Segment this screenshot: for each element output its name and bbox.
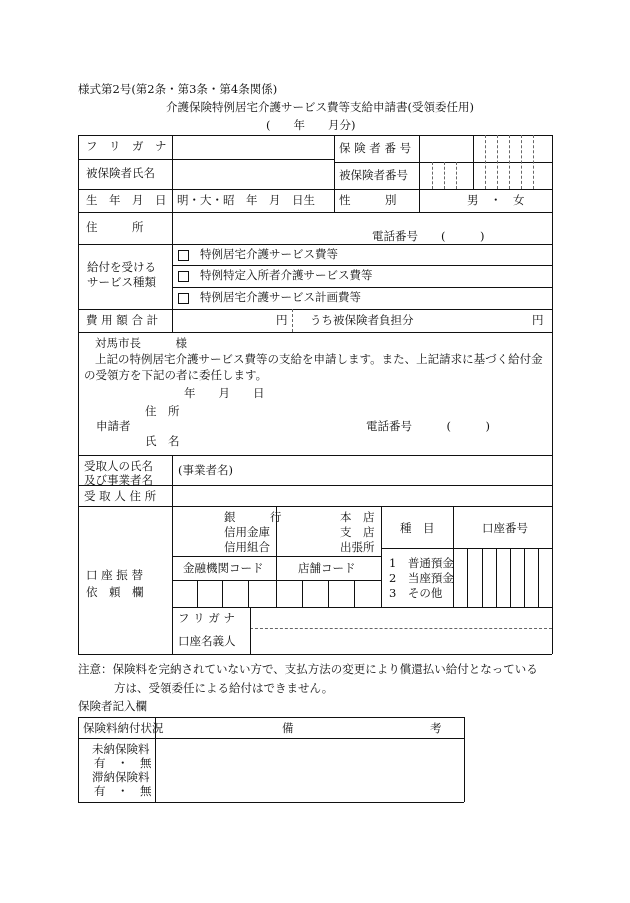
applicant-address-label: 住 所 [145, 404, 180, 418]
application-date: 年 月 日 [184, 386, 265, 400]
digit-line [497, 135, 498, 189]
digit-line [444, 162, 445, 189]
service-checkbox[interactable] [178, 271, 189, 282]
form-number: 様式第2号(第2条・第3条・第4条関係) [78, 82, 278, 96]
digit-line [432, 162, 433, 189]
bank-dashed-line [250, 628, 552, 629]
bank-line [222, 580, 223, 607]
border-right [552, 455, 553, 654]
address-label: 住 所 [86, 220, 144, 234]
recipient-name-label: 及び事業者名 [84, 473, 153, 487]
account-type-option: 1 普通預金 [389, 556, 454, 570]
border-left [78, 455, 79, 654]
service-option: 特例特定入所者介護サービス費等 [200, 268, 373, 282]
decl-left-border [78, 332, 79, 455]
birth-date-value: 明・大・昭 年 月 日生 [177, 193, 315, 207]
burden-label: うち被保険者負担分 [310, 313, 414, 327]
notice-text: 注意：保険料を完納されていない方で、支払方法の変更により償還払い給付となっている [78, 662, 538, 676]
cost-divider [292, 309, 293, 332]
account-holder-label: 口座名義人 [178, 634, 236, 648]
branch-code-label: 店舗コード [298, 561, 356, 575]
border-right [464, 717, 465, 802]
service-type-label: サービス種類 [87, 275, 156, 289]
furigana-label: フ リ ガ ナ [86, 139, 167, 153]
col-line [334, 135, 335, 212]
service-checkbox[interactable] [178, 293, 189, 304]
decl-right-border [552, 332, 553, 455]
service-option: 特例居宅介護サービス費等 [200, 247, 338, 261]
holder-furigana-label: フ リ ガ ナ [178, 611, 235, 625]
recipient-address-label: 受 取 人 住 所 [84, 489, 157, 503]
insurer-section-title: 保険者記入欄 [78, 699, 147, 713]
table-right-border [552, 135, 553, 333]
burden-yen: 円 [532, 313, 544, 327]
digit-line [485, 135, 486, 189]
bank-line [354, 580, 355, 607]
notice-text: 方は、受領委任による給付はできません。 [114, 681, 334, 695]
row-line [334, 162, 552, 163]
cost-yen: 円 [276, 313, 288, 327]
bank-line [302, 580, 303, 607]
insured-number-label: 被保険者番号 [339, 168, 408, 182]
form-title: 介護保険特例居宅介護サービス費等支給申請書(受領委任用) [166, 100, 474, 114]
late-premium-label: 滞納保険料 [92, 770, 150, 784]
bank-section-label: 依 頼 欄 [86, 585, 144, 599]
bank-line [482, 548, 483, 607]
applicant-phone-label: 電話番号 ( ) [366, 419, 490, 433]
branch-type-label: 本 店 [340, 510, 375, 524]
cost-total-label: 費 用 額 合 計 [86, 313, 159, 327]
phone-label: 電話番号 ( ) [372, 229, 485, 243]
remarks-header: 考 [430, 721, 442, 735]
bank-line [467, 548, 468, 607]
branch-type-label: 出張所 [340, 540, 375, 554]
bank-section-label: 口 座 振 替 [86, 568, 143, 582]
row-line [78, 654, 552, 655]
row-line [78, 309, 552, 310]
row-line [78, 244, 552, 245]
col-line [172, 135, 173, 332]
bank-line [496, 548, 497, 607]
row-line [78, 455, 552, 456]
bank-type-label: 信用組合 [224, 540, 270, 554]
account-type-header: 種 目 [400, 521, 435, 535]
addressee: 対馬市長 様 [95, 336, 187, 350]
bank-line [538, 548, 539, 607]
digit-line [473, 135, 474, 189]
row-line [78, 159, 334, 160]
digit-line [521, 135, 522, 189]
bank-line [328, 580, 329, 607]
table-bottom-border [78, 332, 552, 333]
business-name-label: (事業者名) [178, 463, 233, 477]
row-line [172, 287, 552, 288]
service-option: 特例居宅介護サービス計画費等 [200, 290, 361, 304]
bank-line [248, 580, 249, 607]
digit-line [533, 135, 534, 189]
account-type-option: 2 当座預金 [389, 571, 454, 585]
declaration-text: の受領方を下記の者に委任します。 [84, 368, 268, 382]
bank-code-label: 金融機関コード [183, 561, 264, 575]
sex-options[interactable]: 男 ・ 女 [467, 193, 525, 207]
digit-line [509, 135, 510, 189]
col-line [172, 455, 173, 654]
row-line [78, 738, 464, 739]
row-line [172, 265, 552, 266]
service-type-label: 給付を受ける [87, 260, 156, 274]
row-line [78, 717, 464, 718]
row-line [78, 506, 552, 507]
bank-type-label: 信用金庫 [224, 525, 270, 539]
bank-line [172, 607, 552, 608]
remarks-header: 備 [282, 721, 294, 735]
bank-line [381, 506, 382, 607]
period: ( 年 月分) [266, 118, 356, 132]
insurer-number-label: 保 険 者 番 号 [339, 141, 412, 155]
unpaid-premium-label: 未納保険料 [92, 742, 150, 756]
bank-line [510, 548, 511, 607]
unpaid-premium-value[interactable]: 有 ・ 無 [94, 756, 152, 770]
border-left [78, 717, 79, 802]
applicant-label: 申請者 [96, 419, 131, 433]
row-line [78, 802, 464, 803]
table-top-border [78, 135, 552, 136]
bank-line [197, 580, 198, 607]
row-line [78, 212, 552, 213]
late-premium-value[interactable]: 有 ・ 無 [94, 784, 152, 798]
account-type-option: 3 その他 [389, 586, 443, 600]
bank-line [524, 548, 525, 607]
applicant-name-label: 氏 名 [145, 434, 180, 448]
service-checkbox[interactable] [178, 250, 189, 261]
declaration-text: 上記の特例居宅介護サービス費等の支給を申請します。また、上記請求に基づく給付金 [95, 352, 543, 366]
row-line [78, 189, 552, 190]
sex-label: 性 別 [339, 193, 397, 207]
birth-date-label: 生 年 月 日 [86, 193, 167, 207]
branch-type-label: 支 店 [340, 525, 375, 539]
table-left-border [78, 135, 79, 333]
bank-type-label: 銀 行 [224, 510, 282, 524]
digit-line [456, 162, 457, 189]
payment-status-header: 保険料納付状況 [83, 721, 164, 735]
account-number-header: 口座番号 [482, 521, 528, 535]
insured-name-label: 被保険者氏名 [86, 166, 155, 180]
bank-line [250, 607, 251, 654]
col-line [419, 135, 420, 212]
recipient-name-label: 受取人の氏名 [84, 459, 153, 473]
